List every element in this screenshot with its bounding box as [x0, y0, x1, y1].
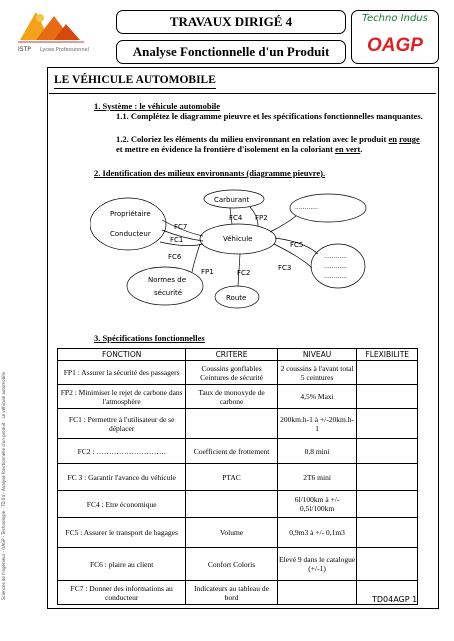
cell-critere: PTAC: [186, 464, 277, 491]
cell-fonction: FC4 : Etre économique: [58, 491, 186, 518]
item2-end: .: [360, 144, 363, 154]
label-fc1: FC1: [170, 236, 184, 244]
header-subtitle: Analyse Fonctionnelle d'un Produit: [116, 40, 346, 64]
cell-fonction: FP1 : Assurer la sécurité des passagers: [58, 361, 186, 385]
label-normes1: Normes de: [148, 276, 187, 284]
table-row: [58, 361, 418, 385]
cell-critere: Confort Coloris: [186, 548, 277, 581]
link-fp1: [192, 244, 200, 272]
col-niveau: NIVEAU: [277, 349, 357, 361]
label-fp1: FP1: [201, 268, 214, 276]
table-row: [58, 439, 418, 464]
item2-en: en: [388, 134, 397, 144]
cell-critere: [186, 409, 277, 439]
cell-niveau: [277, 581, 357, 605]
cell-fonction: FC5 : Assurer le transport de bagages: [58, 518, 186, 548]
dots-top: ............: [295, 204, 318, 211]
cell-flex: [357, 548, 418, 581]
brand-oagp: OAGP: [367, 35, 423, 56]
label-fc3: FC3: [278, 264, 292, 272]
cell-flex: [357, 439, 418, 464]
cell-flex: [357, 491, 418, 518]
header-brand-box: [351, 10, 439, 64]
divider: [49, 93, 436, 94]
node-normes: [127, 267, 203, 305]
table-row: [58, 409, 418, 439]
section2-heading: 2. Identification des milieux environnants (diagramme pieuvre).: [94, 168, 326, 178]
section3-heading: 3. Spécifications fonctionnelles: [94, 333, 205, 343]
table-row: [58, 385, 418, 409]
cell-flex: [357, 518, 418, 548]
cell-flex: [357, 409, 418, 439]
link-top-right: [270, 216, 296, 232]
dots-right-1: ............: [324, 253, 347, 260]
table-row: [58, 581, 418, 605]
table-header-row: [58, 349, 418, 361]
label-carburant: Carburant: [214, 196, 250, 204]
cell-niveau: 0,8 mini: [277, 439, 357, 464]
cell-critere: Coefficient de frottement: [186, 439, 277, 464]
label-fc5: FC5: [290, 241, 304, 249]
table-row: [58, 464, 418, 491]
table-row: [58, 491, 418, 518]
cell-flex: [357, 464, 418, 491]
cell-niveau: 6l/100km à +/- 0,5l/100km: [277, 491, 357, 518]
cell-critere: Coussins gonflables Ceintures de sécurité: [186, 361, 277, 385]
cell-fonction: FP2 : Minimiser le rejet de carbone dans l'atmosphère: [58, 385, 186, 409]
cell-fonction: FC7 : Donner des informations au conducteur: [58, 581, 186, 605]
item2-text-a: 1.2. Coloriez les éléments du milieu environnant en relation avec le produit: [116, 134, 389, 144]
cell-niveau: 0,9m3 à +/- 0,1m3: [277, 518, 357, 548]
label-fc7: FC7: [174, 223, 188, 231]
cell-fonction: FC1 : Permettre à l'utilisateur de se déplacer: [58, 409, 186, 439]
cell-fonction: FC 3 : Garantir l'avance du véhicule: [58, 464, 186, 491]
vehicle-title: LE VÉHICULE AUTOMOBILE: [54, 74, 216, 89]
spec-table: [57, 348, 418, 605]
cell-niveau: Elevé 9 dans le catalogue (+/-1): [277, 548, 357, 581]
col-critere: CRITERE: [186, 349, 277, 361]
section1-item1: 1.1. Complétez le diagramme pieuvre et les spécifications fonctionnelles manquantes.: [116, 111, 423, 121]
cell-niveau: 200km.h-1 à +/-20km.h-1: [277, 409, 357, 439]
section1-item2: [116, 134, 428, 154]
cell-fonction: FC6 : plaire au client: [58, 548, 186, 581]
logo-line2: Lycée Professionnel: [40, 47, 90, 53]
header-title: TRAVAUX DIRIGÉ 4: [116, 10, 346, 34]
label-fc4: FC4: [229, 214, 243, 222]
col-fonction: FONCTION: [58, 349, 186, 361]
cell-flex: [357, 385, 418, 409]
section1-heading: 1. Système : le véhicule automobile: [94, 101, 221, 111]
brand-techno: Techno Indus: [362, 13, 428, 24]
item2-rouge: rouge: [399, 134, 420, 144]
pieuvre-diagram: [90, 186, 435, 311]
cell-critere: Taux de monoxyde de carbone: [186, 385, 277, 409]
label-center: Véhicule: [223, 235, 253, 243]
label-fp2: FP2: [255, 214, 268, 222]
page-footer: TD04AGP 1: [372, 595, 418, 604]
label-conducteur: Conducteur: [110, 230, 151, 238]
table-row: [58, 548, 418, 581]
dots-right-2: ............: [324, 263, 347, 270]
cell-niveau: 2T6 mini: [277, 464, 357, 491]
cell-critere: Indicateurs au tableau de bord: [186, 581, 277, 605]
dots-right-3: ............: [324, 273, 347, 280]
school-logo: [14, 6, 112, 58]
logo-line1: ISTP: [18, 46, 31, 53]
cell-fonction: FC2 : ……………………….: [58, 439, 186, 464]
label-fc6: FC6: [168, 253, 182, 261]
table-row: [58, 518, 418, 548]
cell-critere: Volume: [186, 518, 277, 548]
node-proprietaire: [90, 198, 166, 250]
label-route: Route: [226, 294, 247, 302]
label-fc2: FC2: [237, 269, 251, 277]
item2-text-b: et mettre en évidence la frontière d'isolement en la coloriant: [116, 144, 336, 154]
label-proprietaire: Propriétaire: [110, 210, 151, 218]
cell-critere: [186, 491, 277, 518]
cell-flex: [357, 361, 418, 385]
label-normes2: sécurité: [154, 289, 183, 297]
cell-niveau: 4,5% Maxi: [277, 385, 357, 409]
side-margin-text: Sciences de l'ingénieur - OAGP - Technologie - TD 04 - Analyse fonctionnelle d'un produit - Le véhicule automobile: [1, 372, 6, 600]
cell-niveau: 2 coussins à l'avant total 5 ceintures: [277, 361, 357, 385]
col-flexibilite: FLEXIBILITE: [357, 349, 418, 361]
item2-en-vert: en vert: [335, 144, 361, 154]
